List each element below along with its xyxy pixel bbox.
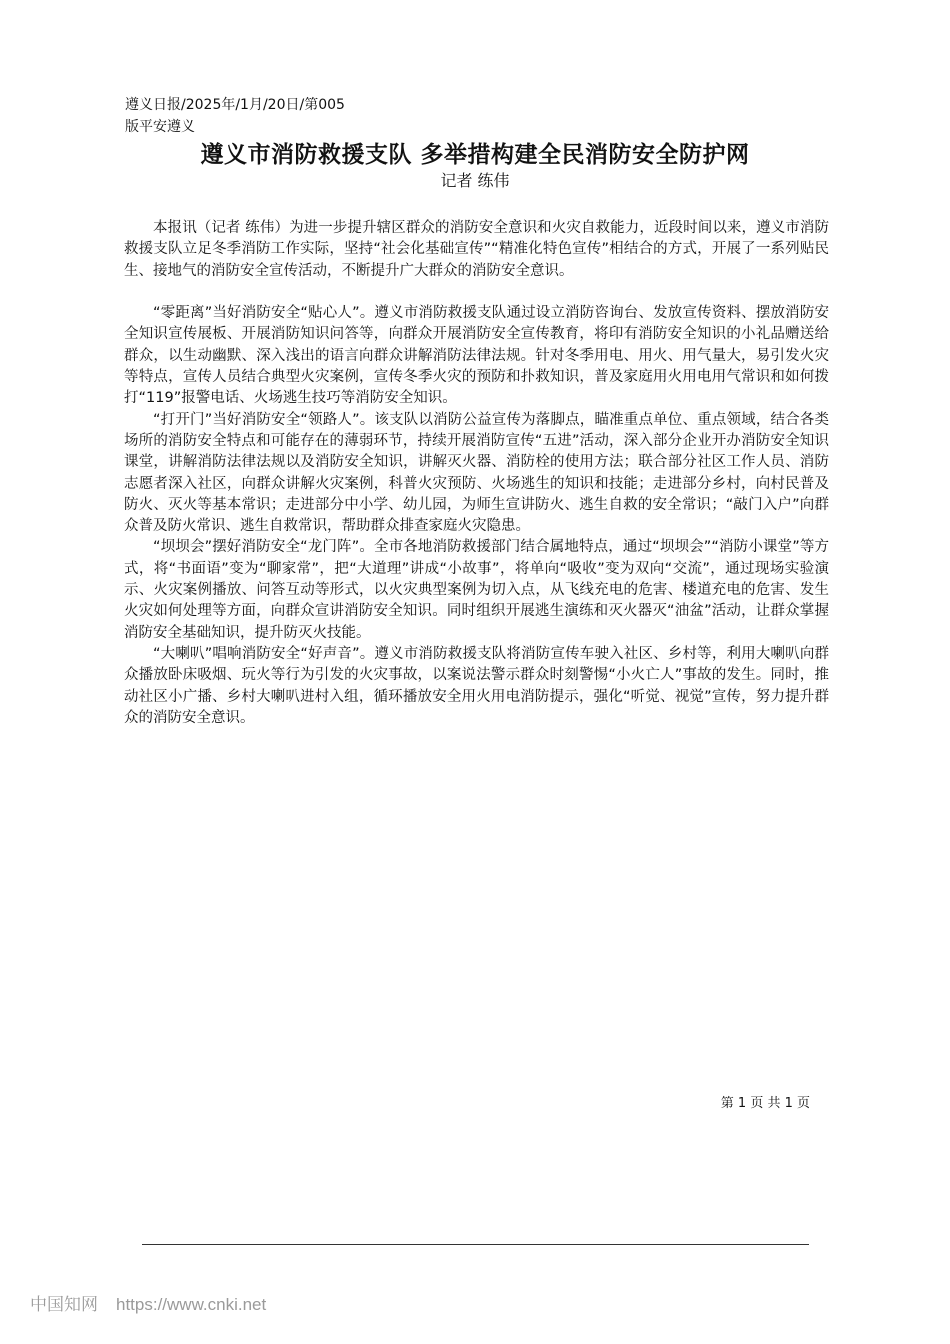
footer-divider bbox=[142, 1244, 809, 1245]
cnki-brand: 中国知网 bbox=[30, 1295, 98, 1315]
article-author: 记者 练伟 bbox=[440, 171, 510, 190]
footer-watermark bbox=[30, 1293, 266, 1317]
paragraph-open-door: “打开门”当好消防安全“领路人”。该支队以消防公益宣传为落脚点，瞄准重点单位、重点领域，结合各类场所的消防安全特点和可能存在的薄弱环节，持续开展消防宣传“五进”活动，深入部分企业开办消防安全知识课堂，讲解消防法律法规以及消防安全知识，讲解灭火器、消防栓的使用方法；联合部分社区工作人员、消防志愿者深入社区，向群众讲解火灾案例，科普火灾预防、火场逃生的知识和技能；走进部分乡村，向村民普及防火、灭火等基本常识；走进部分中小学、幼儿园，为师生宣讲防火、逃生自救的安全常识；“敲门入户”向群众普及防火常识、逃生自救常识，帮助群众排查家庭火灾隐患。 bbox=[124, 411, 829, 535]
page-number: 第 1 页 共 1 页 bbox=[720, 1096, 810, 1111]
paragraph-courtyard-meeting: “坝坝会”摆好消防安全“龙门阵”。全市各地消防救援部门结合属地特点，通过“坝坝会”“消防小课堂”等方式，将“书面语”变为“聊家常”，把“大道理”讲成“小故事”，将单向“吸收”变为双向“交流”，通过现场实验演示、火灾案例播放、问答互动等形式，以火灾典型案例为切入点，从飞线充电的危害、楼道充电的危害、发生火灾如何处理等方面，向群众宣讲消防安全知识。同时组织开展逃生演练和灭火器灭“油盆”活动，让群众掌握消防安全基础知识，提升防灭火技能。 bbox=[124, 539, 829, 641]
source-line-section: 版平安遵义 bbox=[125, 119, 195, 135]
paragraph-loudspeaker: “大喇叭”唱响消防安全“好声音”。遵义市消防救援支队将消防宣传车驶入社区、乡村等，利用大喇叭向群众播放卧床吸烟、玩火等行为引发的火灾事故，以案说法警示群众时刻警惕“小火亡人”事故的发生。同时，推动社区小广播、乡村大喇叭进村入组，循环播放安全用火用电消防提示，强化“听觉、视觉”宣传，努力提升群众的消防安全意识。 bbox=[124, 645, 829, 726]
paragraph-intro: 本报讯（记者 练伟）为进一步提升辖区群众的消防安全意识和火灾自救能力，近段时间以来，遵义市消防救援支队立足冬季消防工作实际，坚持“社会化基础宣传”“精准化特色宣传”相结合的方式，开展了一系列贴民生、接地气的消防安全宣传活动，不断提升广大群众的消防安全意识。 bbox=[124, 220, 829, 279]
article-title: 遵义市消防救援支队 多举措构建全民消防安全防护网 bbox=[200, 142, 750, 168]
paragraph-zero-distance: “零距离”当好消防安全“贴心人”。遵义市消防救援支队通过设立消防咨询台、发放宣传资料、摆放消防安全知识宣传展板、开展消防知识问答等，向群众开展消防安全宣传教育，将印有消防安全知识的小礼品赠送给群众，以生动幽默、深入浅出的语言向群众讲解消防法律法规。针对冬季用电、用火、用气量大，易引发火灾等特点，宣传人员结合典型火灾案例，宣传冬季火灾的预防和扑救知识，普及家庭用火用电用气常识和如何拨打“119”报警电话、火场逃生技巧等消防安全知识。 bbox=[124, 305, 829, 407]
article-body bbox=[124, 218, 829, 729]
source-line-date: 遵义日报/2025年/1月/20日/第005 bbox=[125, 97, 345, 113]
cnki-url[interactable]: https://www.cnki.net bbox=[116, 1295, 267, 1314]
